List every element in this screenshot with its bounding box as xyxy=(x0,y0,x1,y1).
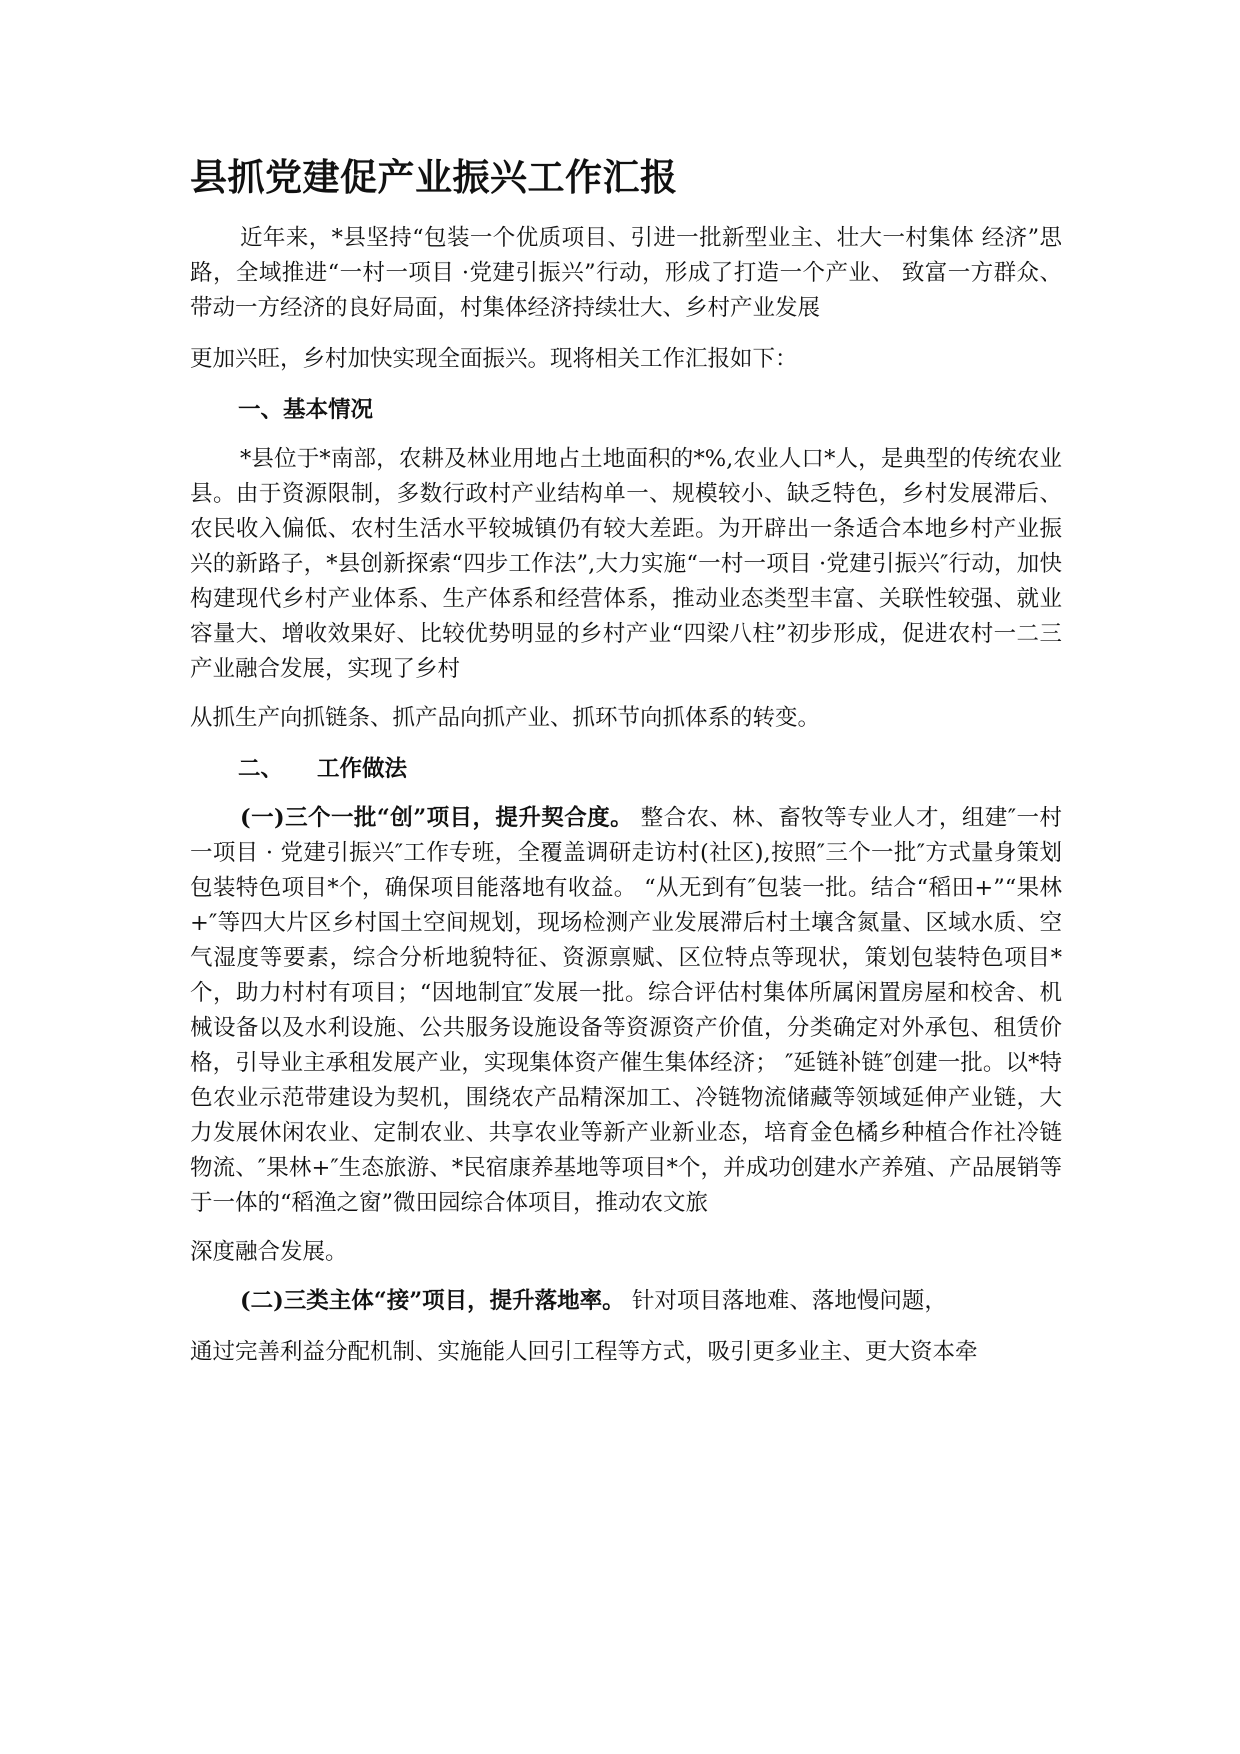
document-title: 县抓党建促产业振兴工作汇报 xyxy=(190,155,678,199)
section-number: 二、 xyxy=(238,756,284,783)
subsection2-paragraph-continued: 通过完善利益分配机制、实施能人回引工程等方式，吸引更多业主、更大资本牵 xyxy=(190,1339,978,1366)
subsection2-body: 针对项目落地难、落地慢问题， xyxy=(624,1288,947,1315)
subsection1-paragraph xyxy=(190,801,1062,1221)
intro-paragraph: 近年来，*县坚持“包装一个优质项目、引进一批新型业主、壮大一村集体 经济”思路，全域推进“一村一项目 ·党建引振兴”行动，形成了打造一个产业、 致富一方群众、带动一方经济的良好局面，村集体经济持续壮大、乡村产业发展 xyxy=(190,225,1062,322)
section1-paragraph-continued: 从抓生产向抓链条、抓产品向抓产业、抓环节向抓体系的转变。 xyxy=(190,705,821,732)
intro-paragraph-continued: 更加兴旺，乡村加快实现全面振兴。现将相关工作汇报如下： xyxy=(190,346,798,373)
subsection2-lead: (二)三类主体“接”项目，提升落地率。 xyxy=(240,1288,625,1315)
subsection1-body: 整合农、林、畜牧等专业人才，组建″一村一项目 · 党建引振兴″工作专班，全覆盖调研走访村(社区),按照″三个一批″方式量身策划包装特色项目*个，确保项目能落地有收益。 “从无到有″包装一批。结合“稻田+”“果林+″等四大片区乡村国土空间规划，现场检测产业发展滞后村土壤含氮量、区域水质、空气湿度等要素，综合分析地貌特征、资源禀赋、区位特点等现状，策划包装特色项目*个，助力村村有项目；“因地制宜″发展一批。综合评估村集体所属闲置房屋和校舍、机械设备以及水利设施、公共服务设施设备等资源资产价值，分类确定对外承包、租赁价格，引导业主承租发展产业，实现集体资产催生集体经济； ″延链补链″创建一批。以*特色农业示范带建设为契机，围绕农产品精深加工、冷链物流储藏等领域延伸产业链，大力发展休闲农业、定制农业、共享农业等新产业新业态，培育金色橘乡种植合作社冷链物流、″果林+″生态旅游、*民宿康养基地等项目*个，并成功创建水产养殖、产品展销等于一体的“稻渔之窗”微田园综合体项目，推动农文旅 xyxy=(190,805,1062,1217)
subsection2-paragraph xyxy=(190,1284,1062,1319)
subsection1-paragraph-continued: 深度融合发展。 xyxy=(190,1239,348,1266)
section-heading-text: 工作做法 xyxy=(317,756,408,783)
section1-paragraph: *县位于*南部，农耕及林业用地占土地面积的*%,农业人口*人，是典型的传统农业县。由于资源限制，多数行政村产业结构单一、规模较小、缺乏特色，乡村发展滞后、农民收入偏低、农村生活水平较城镇仍有较大差距。为开辟出一条适合本地乡村产业振兴的新路子，*县创新探索“四步工作法”,大力实施“一村一项目 ·党建引振兴″行动，加快构建现代乡村产业体系、生产体系和经营体系，推动业态类型丰富、关联性较强、就业容量大、增收效果好、比较优势明显的乡村产业“四梁八柱”初步形成，促进农村一二三产业融合发展，实现了乡村 xyxy=(190,446,1062,683)
document-page xyxy=(190,155,1062,1370)
section-heading-basic-situation: 一、基本情况 xyxy=(238,397,374,424)
section-heading-work-methods xyxy=(190,752,1062,787)
subsection1-lead: (一)三个一批“创”项目，提升契合度。 xyxy=(240,805,634,832)
